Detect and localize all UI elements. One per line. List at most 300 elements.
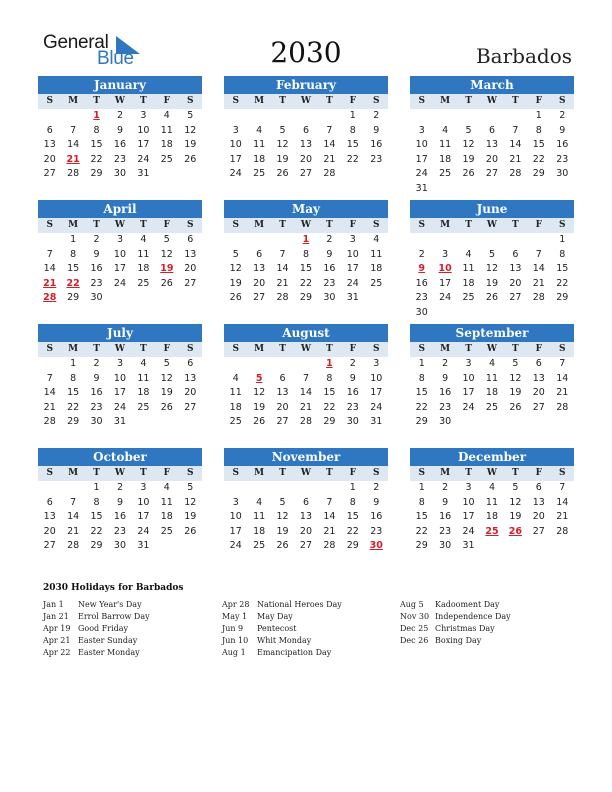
day-cell: 24 xyxy=(137,153,150,165)
day-cell xyxy=(38,357,61,372)
day-cell: 24 xyxy=(462,401,475,413)
day-cell: 12 xyxy=(253,387,266,398)
weekday-header: T xyxy=(93,220,100,230)
holiday-date: Nov 30 xyxy=(400,612,430,621)
day-cell xyxy=(480,182,503,197)
day-cell: 13 xyxy=(485,139,499,150)
week-row xyxy=(224,415,388,430)
day-cell: 30 xyxy=(113,540,127,551)
day-cell xyxy=(433,109,456,124)
weekday-header: T xyxy=(93,344,100,354)
day-cell: 19 xyxy=(485,277,499,289)
day-cell: 4 xyxy=(488,358,495,369)
day-cell: 29 xyxy=(415,540,428,551)
day-cell: 18 xyxy=(229,401,242,413)
holiday-date: Apr 19 xyxy=(43,624,71,633)
weekday-header: S xyxy=(372,468,380,478)
day-cell: 27 xyxy=(509,292,522,303)
day-cell: 27 xyxy=(532,525,545,537)
day-cell: 2 xyxy=(373,482,380,493)
week-row xyxy=(38,510,202,525)
day-cell: 29 xyxy=(67,292,80,303)
day-cell: 21 xyxy=(276,277,289,289)
day-cell: 27 xyxy=(532,401,545,413)
weekday-header: T xyxy=(465,96,472,106)
weekday-header: S xyxy=(232,96,239,106)
day-cell: 10 xyxy=(137,496,150,508)
day-cell xyxy=(551,306,574,321)
day-cell: 13 xyxy=(532,496,545,508)
day-cell xyxy=(504,109,527,124)
day-cell xyxy=(504,233,527,248)
day-cell: 14 xyxy=(67,139,80,150)
day-cell: 11 xyxy=(160,124,173,136)
week-row xyxy=(38,525,202,540)
day-cell xyxy=(318,481,341,496)
holiday-date: Dec 25 xyxy=(400,624,429,633)
day-cell: 7 xyxy=(559,358,566,369)
day-cell: 6 xyxy=(187,234,194,245)
holiday-date: Jun 9 xyxy=(222,624,244,633)
day-cell: 5 xyxy=(163,234,170,245)
day-cell: 14 xyxy=(532,263,545,274)
day-cell xyxy=(480,539,503,554)
week-row xyxy=(410,167,574,182)
month-january xyxy=(38,76,202,182)
day-cell: 18 xyxy=(370,263,383,274)
day-cell xyxy=(132,415,155,430)
day-cell: 23 xyxy=(370,525,383,537)
day-cell: 28 xyxy=(276,292,289,303)
holiday-item xyxy=(222,647,402,659)
day-cell: 15 xyxy=(323,387,336,398)
day-cell: 23 xyxy=(323,277,336,289)
holiday-name: National Heroes Day xyxy=(257,600,342,609)
day-cell xyxy=(294,481,317,496)
day-cell: 16 xyxy=(439,387,452,398)
day-cell: 17 xyxy=(370,387,383,398)
day-cell xyxy=(410,233,433,248)
day-cell: 11 xyxy=(229,387,242,398)
day-cell: 16 xyxy=(90,387,103,398)
day-cell: 27 xyxy=(43,168,56,179)
month-october xyxy=(38,448,202,554)
day-cell: 11 xyxy=(462,263,475,274)
day-cell: 12 xyxy=(229,263,242,274)
day-cell: 30 xyxy=(90,416,103,427)
day-cell: 1 xyxy=(70,234,77,245)
day-cell: 17 xyxy=(137,139,150,150)
holiday-item xyxy=(222,635,402,647)
weekday-header: T xyxy=(512,344,519,354)
week-row xyxy=(410,109,574,124)
holiday-day-cell: 10 xyxy=(438,263,452,274)
day-cell: 31 xyxy=(370,416,383,427)
day-cell: 26 xyxy=(253,416,266,427)
day-cell: 10 xyxy=(229,511,242,522)
month-august xyxy=(224,324,388,430)
day-cell: 29 xyxy=(346,540,359,551)
day-cell: 19 xyxy=(253,401,266,413)
weekday-header: F xyxy=(349,220,357,230)
day-cell: 19 xyxy=(160,387,173,398)
holiday-column xyxy=(222,599,402,659)
day-cell: 2 xyxy=(373,110,380,121)
day-cell: 1 xyxy=(70,358,77,369)
day-cell: 26 xyxy=(276,540,289,551)
day-cell: 22 xyxy=(299,277,313,289)
day-cell: 10 xyxy=(462,372,475,384)
week-row xyxy=(410,510,574,525)
day-cell: 14 xyxy=(323,139,336,150)
holiday-item xyxy=(400,599,580,611)
weekday-header: T xyxy=(326,96,333,106)
weekday-header: T xyxy=(512,96,519,106)
day-cell: 6 xyxy=(512,248,519,260)
day-cell: 27 xyxy=(184,401,197,413)
day-cell: 7 xyxy=(70,496,77,508)
day-cell: 18 xyxy=(485,387,499,398)
day-cell: 5 xyxy=(279,496,286,508)
weekday-header: S xyxy=(372,96,380,106)
weekday-header-row xyxy=(224,94,388,109)
day-cell xyxy=(527,182,550,197)
weekday-header: W xyxy=(300,220,312,230)
day-cell: 20 xyxy=(485,153,499,165)
week-row xyxy=(38,138,202,153)
day-cell: 30 xyxy=(556,168,569,179)
day-cell: 26 xyxy=(509,401,522,413)
holiday-item xyxy=(43,635,223,647)
day-cell xyxy=(179,539,202,554)
week-row xyxy=(38,481,202,496)
day-cell: 19 xyxy=(462,153,475,165)
holiday-name: Emancipation Day xyxy=(257,648,332,657)
weekday-header: T xyxy=(465,468,472,478)
holiday-item xyxy=(43,647,223,659)
day-cell: 3 xyxy=(140,482,147,493)
week-row xyxy=(224,291,388,306)
holiday-date: Jan 21 xyxy=(43,612,69,621)
day-cell xyxy=(224,109,247,124)
day-cell: 20 xyxy=(253,277,266,289)
day-cell: 9 xyxy=(373,124,380,136)
weekday-header: M xyxy=(68,344,79,354)
day-cell: 18 xyxy=(160,511,173,522)
day-cell: 9 xyxy=(349,372,356,384)
weekday-header: M xyxy=(68,468,79,478)
day-cell: 27 xyxy=(253,292,266,303)
day-cell xyxy=(504,415,527,430)
day-cell: 12 xyxy=(509,496,522,508)
day-cell: 12 xyxy=(276,511,289,522)
week-row xyxy=(38,415,202,430)
day-cell: 1 xyxy=(349,110,356,121)
day-cell: 7 xyxy=(46,372,53,384)
day-cell: 18 xyxy=(253,153,266,165)
day-cell xyxy=(504,182,527,197)
day-cell: 19 xyxy=(184,511,197,522)
holiday-item xyxy=(43,611,223,623)
day-cell: 17 xyxy=(462,387,475,398)
day-cell: 30 xyxy=(415,306,428,318)
weekday-header: M xyxy=(440,220,451,230)
day-cell: 2 xyxy=(442,358,449,369)
day-cell xyxy=(61,481,84,496)
weekday-header: S xyxy=(46,344,53,354)
day-cell: 3 xyxy=(116,358,123,369)
day-cell: 26 xyxy=(229,292,242,303)
day-cell: 11 xyxy=(485,496,499,508)
holiday-date: Aug 5 xyxy=(400,600,424,609)
weekday-header: T xyxy=(140,468,147,478)
weekday-header: T xyxy=(140,344,147,354)
week-row xyxy=(410,401,574,416)
holiday-day-cell: 9 xyxy=(418,263,426,274)
day-cell xyxy=(457,306,480,321)
day-cell: 10 xyxy=(370,372,383,384)
day-cell xyxy=(108,291,131,306)
weekday-header: T xyxy=(512,220,519,230)
week-row xyxy=(38,233,202,248)
week-row xyxy=(224,539,388,554)
day-cell: 13 xyxy=(253,263,266,274)
day-cell: 1 xyxy=(535,110,542,121)
day-cell xyxy=(457,415,480,430)
day-cell: 3 xyxy=(116,234,123,245)
day-cell: 6 xyxy=(535,482,542,493)
day-cell xyxy=(527,306,550,321)
day-cell: 26 xyxy=(184,525,197,537)
weekday-header: S xyxy=(186,220,194,230)
holiday-day-cell: 1 xyxy=(302,234,310,245)
day-cell xyxy=(294,357,317,372)
day-cell: 29 xyxy=(90,540,103,551)
day-cell: 2 xyxy=(93,358,100,369)
day-cell: 24 xyxy=(229,168,242,179)
week-row xyxy=(38,124,202,139)
day-cell xyxy=(38,109,61,124)
day-cell xyxy=(294,109,317,124)
day-cell: 2 xyxy=(116,482,123,493)
day-cell: 8 xyxy=(70,372,77,384)
week-row xyxy=(410,539,574,554)
weekday-header: S xyxy=(372,220,380,230)
logo-text-blue: Blue xyxy=(97,48,134,69)
day-cell: 15 xyxy=(299,263,313,274)
weekday-header: S xyxy=(418,220,425,230)
day-cell: 21 xyxy=(532,277,545,289)
day-cell: 3 xyxy=(465,358,472,369)
day-cell: 12 xyxy=(485,263,499,274)
weekday-header: S xyxy=(46,96,53,106)
day-cell: 4 xyxy=(232,372,239,384)
day-cell: 6 xyxy=(46,496,53,508)
month-may xyxy=(224,200,388,306)
day-cell: 21 xyxy=(556,387,569,398)
weekday-header: S xyxy=(558,468,566,478)
holiday-day-cell: 26 xyxy=(508,525,523,537)
day-cell: 25 xyxy=(485,401,499,413)
day-cell: 19 xyxy=(509,387,522,398)
holiday-date: Jun 10 xyxy=(222,636,249,645)
weekday-header: W xyxy=(300,468,312,478)
month-title: November xyxy=(224,448,388,466)
day-cell: 8 xyxy=(418,372,425,384)
day-cell: 8 xyxy=(302,248,309,260)
day-cell: 21 xyxy=(43,401,56,413)
weekday-header: S xyxy=(186,468,194,478)
day-cell xyxy=(179,291,202,306)
day-cell: 26 xyxy=(276,168,289,179)
week-row xyxy=(38,167,202,182)
day-cell: 15 xyxy=(556,263,569,274)
day-cell: 17 xyxy=(415,153,428,165)
holiday-item xyxy=(222,623,402,635)
holiday-name: Pentecost xyxy=(257,624,297,633)
weekday-header: T xyxy=(465,344,472,354)
day-cell: 27 xyxy=(299,168,313,179)
day-cell: 31 xyxy=(415,182,428,194)
weekday-header: F xyxy=(349,468,357,478)
day-cell: 23 xyxy=(346,401,359,413)
day-cell: 21 xyxy=(323,153,336,165)
day-cell: 7 xyxy=(326,496,333,508)
day-cell: 21 xyxy=(299,401,313,413)
day-cell: 9 xyxy=(93,248,100,260)
day-cell: 28 xyxy=(323,540,336,551)
day-cell: 7 xyxy=(559,482,566,493)
week-row xyxy=(224,386,388,401)
day-cell: 22 xyxy=(556,277,569,289)
week-row xyxy=(410,262,574,277)
weekday-header: S xyxy=(558,344,566,354)
holiday-day-cell: 22 xyxy=(66,277,80,289)
day-cell: 6 xyxy=(302,496,309,508)
day-cell xyxy=(527,415,550,430)
day-cell: 8 xyxy=(326,372,333,384)
day-cell: 3 xyxy=(465,482,472,493)
holiday-name: Independence Day xyxy=(435,612,511,621)
day-cell: 9 xyxy=(559,124,566,136)
holiday-name: Kadooment Day xyxy=(435,600,500,609)
day-cell: 18 xyxy=(160,139,173,150)
day-cell xyxy=(480,109,503,124)
day-cell: 15 xyxy=(346,139,359,150)
day-cell: 16 xyxy=(370,139,383,150)
holiday-item xyxy=(222,611,402,623)
weekday-header: F xyxy=(163,344,171,354)
holiday-day-cell: 21 xyxy=(43,277,57,289)
day-cell: 21 xyxy=(556,511,569,522)
day-cell: 27 xyxy=(184,277,197,289)
day-cell: 12 xyxy=(276,139,289,150)
day-cell: 3 xyxy=(418,124,425,136)
week-row xyxy=(224,248,388,263)
weekday-header: S xyxy=(46,468,53,478)
day-cell: 8 xyxy=(93,124,100,136)
day-cell: 31 xyxy=(113,416,127,427)
week-row xyxy=(224,510,388,525)
weekday-header: S xyxy=(232,220,239,230)
month-march xyxy=(410,76,574,196)
day-cell: 9 xyxy=(442,496,449,508)
day-cell: 26 xyxy=(485,292,499,303)
day-cell xyxy=(433,233,456,248)
holiday-day-cell: 19 xyxy=(160,263,174,274)
holiday-date: May 1 xyxy=(222,612,248,621)
week-row xyxy=(224,525,388,540)
weekday-header: W xyxy=(486,96,498,106)
day-cell: 13 xyxy=(299,139,313,150)
day-cell: 10 xyxy=(137,124,150,136)
day-cell: 11 xyxy=(253,511,266,522)
day-cell: 16 xyxy=(346,387,359,398)
day-cell: 1 xyxy=(418,358,425,369)
day-cell: 22 xyxy=(532,153,545,165)
day-cell: 18 xyxy=(462,277,475,289)
holiday-day-cell: 5 xyxy=(255,372,263,384)
day-cell: 23 xyxy=(90,401,103,413)
holiday-item xyxy=(400,635,580,647)
weekday-header: T xyxy=(93,96,100,106)
day-cell: 9 xyxy=(116,124,123,136)
day-cell: 11 xyxy=(160,496,173,508)
holiday-name: Whit Monday xyxy=(257,636,312,645)
holiday-day-cell: 28 xyxy=(43,292,57,303)
day-cell: 9 xyxy=(116,496,123,508)
day-cell: 1 xyxy=(349,482,356,493)
month-title: December xyxy=(410,448,574,466)
day-cell: 31 xyxy=(137,540,150,551)
month-title: August xyxy=(224,324,388,342)
day-cell: 29 xyxy=(323,416,336,427)
day-cell: 12 xyxy=(184,496,197,508)
day-cell: 23 xyxy=(113,153,127,165)
day-cell: 8 xyxy=(535,124,542,136)
day-cell: 20 xyxy=(184,263,197,274)
week-row xyxy=(224,401,388,416)
day-cell: 15 xyxy=(90,139,103,150)
day-cell: 6 xyxy=(187,358,194,369)
month-february xyxy=(224,76,388,182)
day-cell: 30 xyxy=(439,540,452,551)
day-cell: 25 xyxy=(137,401,150,413)
day-cell: 16 xyxy=(415,277,428,289)
day-cell xyxy=(457,109,480,124)
day-cell: 24 xyxy=(370,401,383,413)
day-cell: 20 xyxy=(43,153,56,165)
week-row xyxy=(410,248,574,263)
day-cell xyxy=(433,182,456,197)
day-cell: 13 xyxy=(532,372,545,384)
day-cell xyxy=(457,182,480,197)
day-cell: 12 xyxy=(160,372,173,384)
day-cell: 18 xyxy=(137,263,150,274)
day-cell: 22 xyxy=(346,525,359,537)
day-cell: 4 xyxy=(256,496,263,508)
day-cell: 27 xyxy=(43,540,56,551)
day-cell xyxy=(480,306,503,321)
day-cell xyxy=(224,233,247,248)
weekday-header-row xyxy=(38,218,202,233)
month-november xyxy=(224,448,388,554)
weekday-header-row xyxy=(410,342,574,357)
weekday-header: W xyxy=(114,220,126,230)
day-cell: 28 xyxy=(67,540,80,551)
weekday-header: M xyxy=(254,96,265,106)
day-cell: 8 xyxy=(559,248,566,260)
